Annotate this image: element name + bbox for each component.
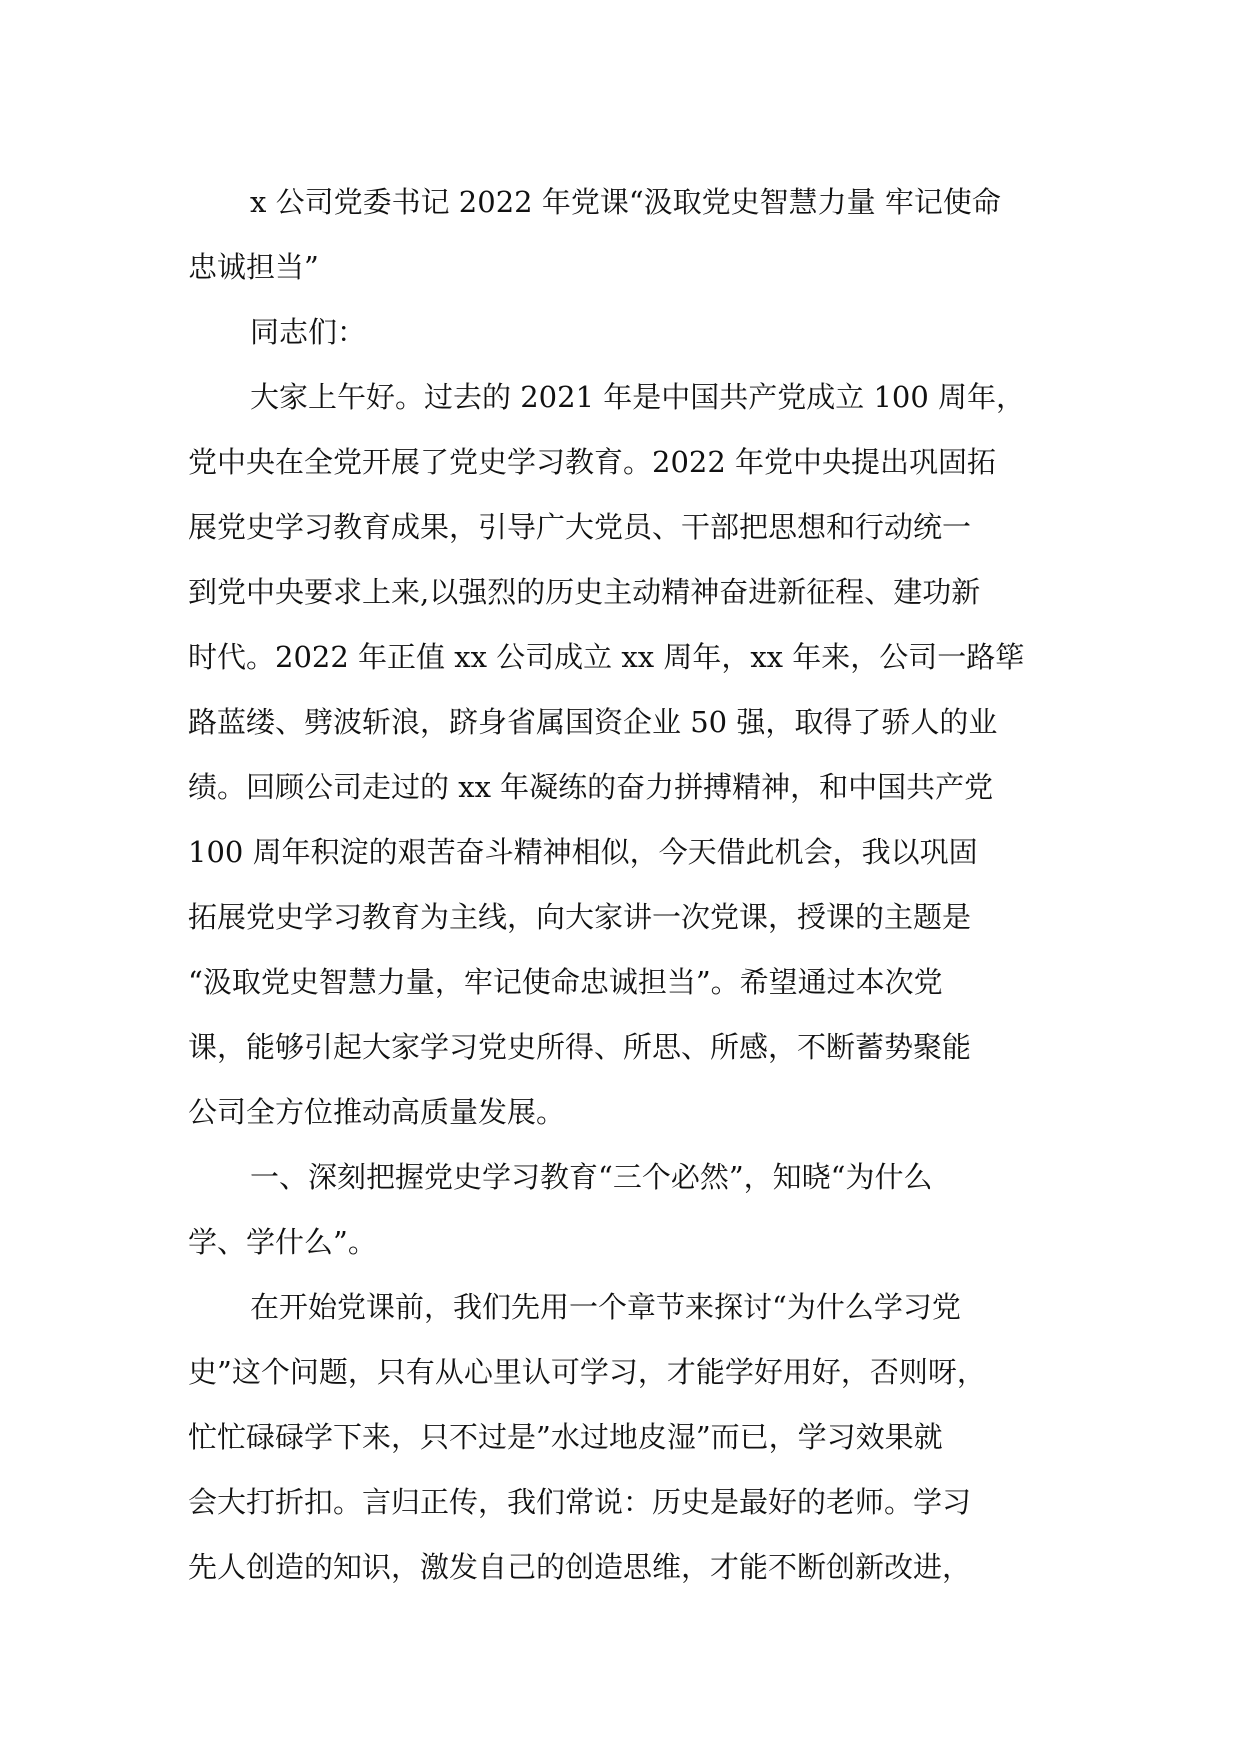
text-line: 忠诚担当” — [188, 250, 319, 284]
text-line: 拓展党史学习教育为主线，向大家讲一次党课，授课的主题是 — [188, 900, 972, 934]
text-line: 到党中央要求上来,以强烈的历史主动精神奋进新征程、建功新 — [188, 575, 981, 609]
text-line: 展党史学习教育成果，引导广大党员、干部把思想和行动统一 — [188, 510, 972, 544]
paragraph-title — [188, 170, 1088, 300]
text-line: 课，能够引起大家学习党史所得、所思、所感，不断蓄势聚能 — [188, 1030, 972, 1064]
text-line: 一、深刻把握党史学习教育“三个必然”，知晓“为什么 — [250, 1160, 933, 1194]
text-line: 同志们： — [250, 315, 367, 349]
text-line: 忙忙碌碌学下来，只不过是”水过地皮湿”而已，学习效果就 — [188, 1420, 943, 1454]
text-line: 会大打折扣。言归正传，我们常说：历史是最好的老师。学习 — [188, 1485, 972, 1519]
text-line: 学、学什么”。 — [188, 1225, 377, 1259]
paragraph-body — [188, 365, 1088, 1145]
text-line: 大家上午好。过去的 2021 年是中国共产党成立 100 周年， — [250, 380, 1026, 414]
text-line: 史”这个问题，只有从心里认可学习，才能学好用好，否则呀， — [188, 1355, 986, 1389]
text-line: 时代。2022 年正值 xx 公司成立 xx 周年，xx 年来，公司一路筚 — [188, 640, 1025, 674]
text-line: 在开始党课前，我们先用一个章节来探讨“为什么学习党 — [250, 1290, 961, 1324]
text-line: 公司全方位推动高质量发展。 — [188, 1095, 566, 1129]
text-line: 先人创造的知识，激发自己的创造思维，才能不断创新改进， — [188, 1550, 972, 1584]
text-line: 党中央在全党开展了党史学习教育。2022 年党中央提出巩固拓 — [188, 445, 997, 479]
paragraph-body — [188, 1275, 1088, 1600]
text-line: 路蓝缕、劈波斩浪，跻身省属国资企业 50 强，取得了骄人的业 — [188, 705, 998, 739]
paragraph-salutation — [188, 300, 1088, 365]
document-body — [188, 170, 1088, 1600]
paragraph-heading — [188, 1145, 1088, 1275]
text-line: 绩。回顾公司走过的 xx 年凝练的奋力拼搏精神，和中国共产党 — [188, 770, 994, 804]
text-line: 100 周年积淀的艰苦奋斗精神相似，今天借此机会，我以巩固 — [188, 835, 978, 869]
text-line: “汲取党史智慧力量，牢记使命忠诚担当”。希望通过本次党 — [188, 965, 943, 999]
text-line: x 公司党委书记 2022 年党课“汲取党史智慧力量 牢记使命 — [250, 185, 1001, 219]
